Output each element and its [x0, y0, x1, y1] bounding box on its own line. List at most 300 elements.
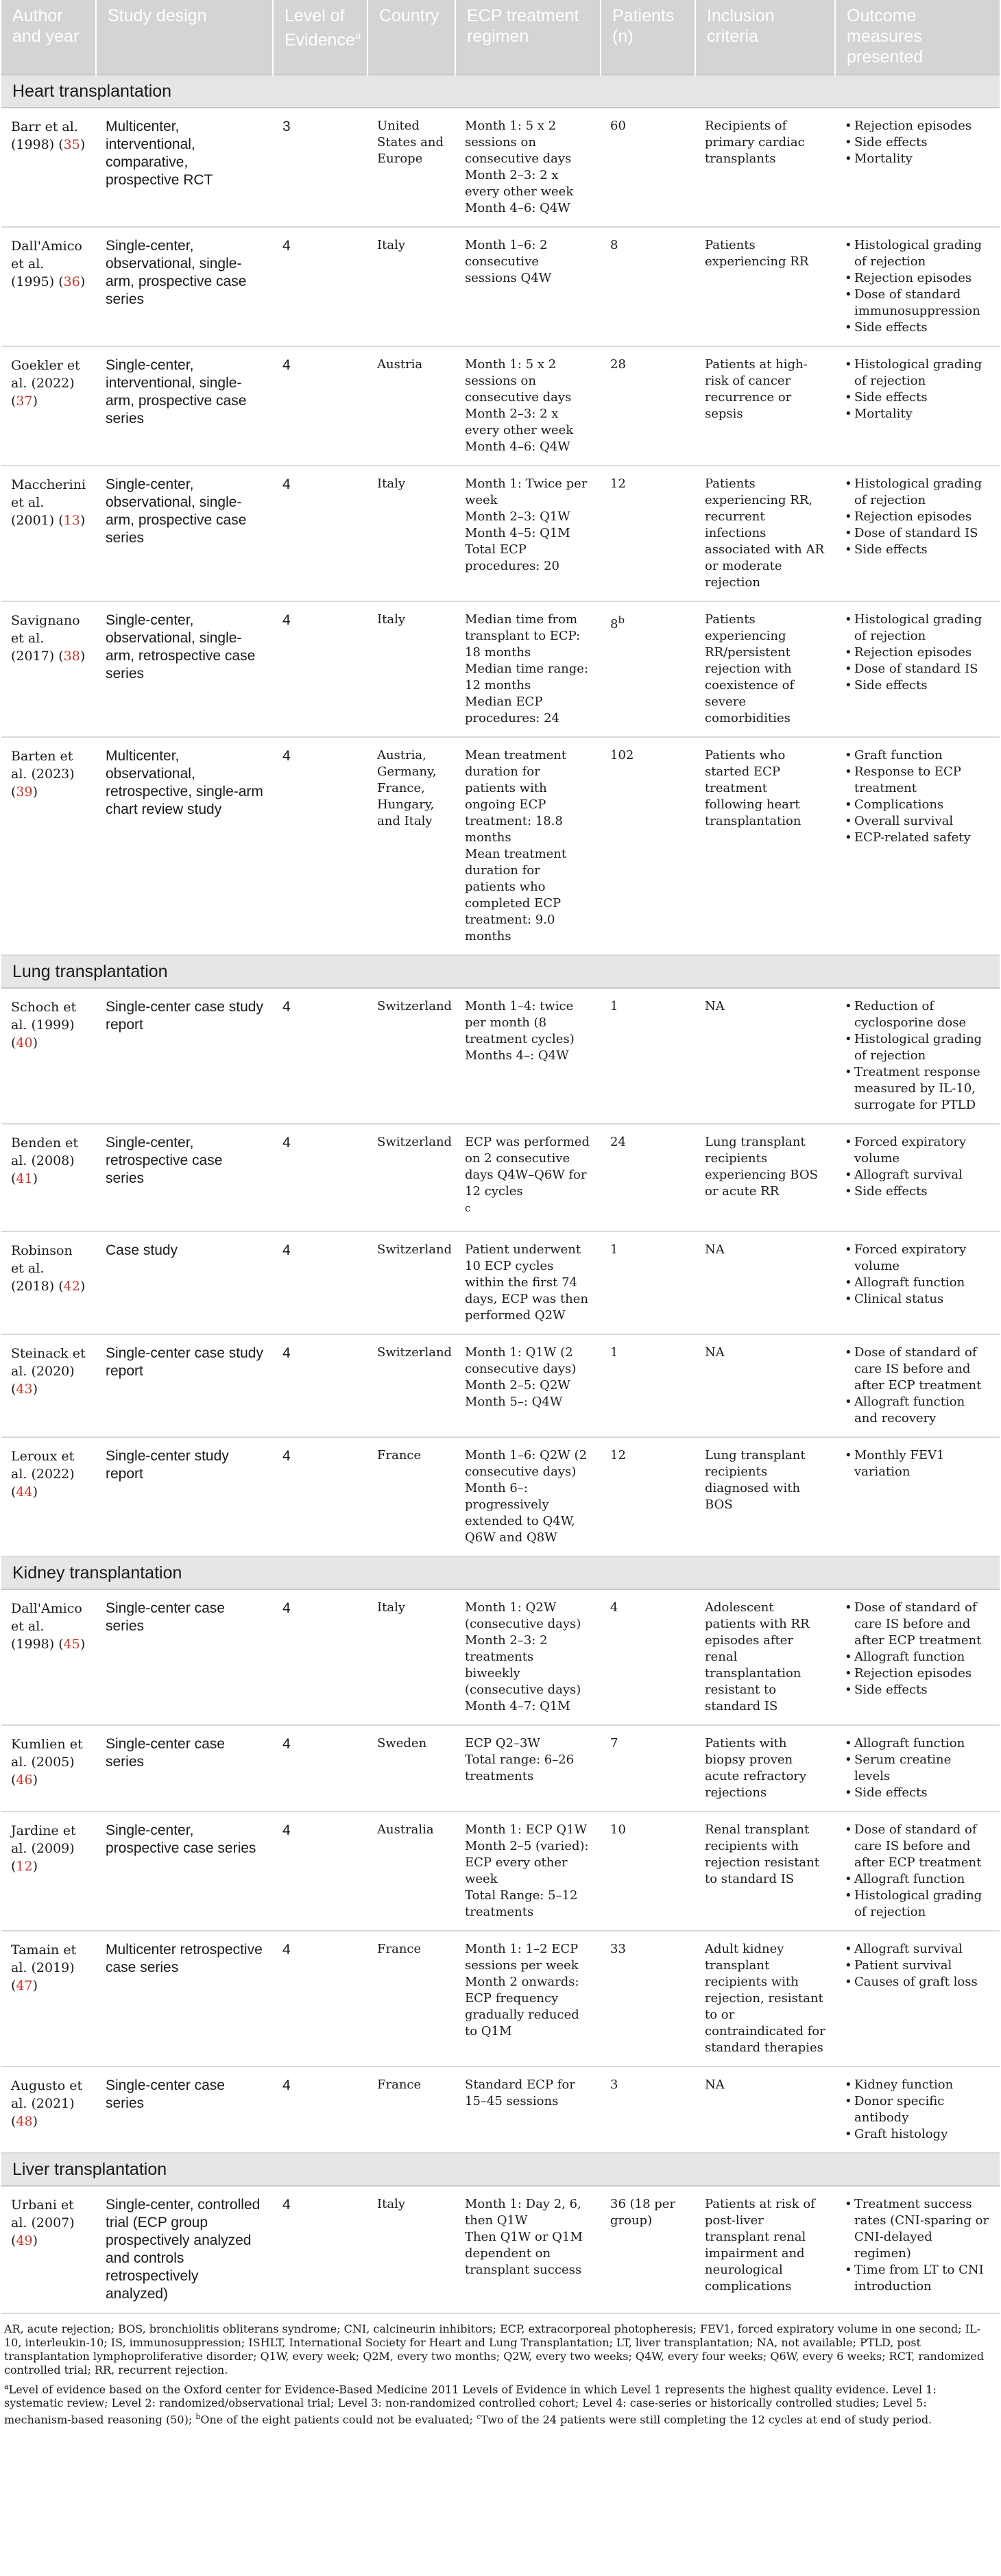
outcome-item: • Histological grading of rejection [845, 1888, 990, 1921]
outcome-item: • Allograft survival [845, 1167, 990, 1183]
table-row [1, 1124, 1000, 1231]
outcome-item: • Allograft function and recovery [845, 1394, 990, 1427]
cell-level: 4 [273, 737, 367, 955]
reference-link[interactable]: 36 [63, 274, 80, 289]
cell-outcomes [835, 737, 1000, 955]
outcome-list [845, 998, 990, 1114]
section-title: Kidney transplantation [1, 1556, 1000, 1589]
cell-outcomes [835, 1231, 1000, 1334]
outcome-item: • Histological grading of rejection [845, 237, 990, 270]
cell-design: Multicenter, interventional, comparative, prospective RCT [96, 108, 273, 227]
cell-inclusion: NA [695, 1334, 835, 1437]
cell-country: Italy [367, 1589, 455, 1725]
patients-count: 4 [610, 1600, 618, 1615]
regimen-line: Month 2–5 (varied): ECP every other week [465, 1839, 589, 1886]
cell-inclusion: Recipients of primary cardiac transplants [695, 108, 835, 227]
cell-patients [601, 737, 695, 955]
header-country: Country [367, 0, 455, 75]
outcome-item: • Monthly FEV1 variation [845, 1447, 990, 1480]
cell-patients [601, 1811, 695, 1931]
reference-link[interactable]: 40 [16, 1035, 33, 1050]
author-year: Jardine et al. (2009) [11, 1823, 76, 1856]
cell-regimen [455, 108, 601, 227]
cell-patients [601, 1231, 695, 1334]
author-year: Kumlien et al. (2005) [11, 1737, 83, 1770]
patients-count: 33 [610, 1942, 626, 1956]
header-design: Study design [96, 0, 273, 75]
cell-author: Barten et al. (2023) (39) [1, 737, 96, 955]
outcome-item: • Forced expiratory volume [845, 1242, 990, 1275]
outcome-item: • Side effects [845, 1785, 990, 1801]
cell-inclusion: NA [695, 1231, 835, 1334]
table-header-row [1, 0, 1000, 75]
reference-link[interactable]: 12 [16, 1859, 33, 1874]
cell-regimen [455, 1931, 601, 2067]
footnote-a: Level of evidence based on the Oxford center for Evidence-Based Medicine 2011 Levels of Evidence in which Level 1 represents the highest quality evidence. Level 1: systematic review; Level 2: randomized/observational trial; Level 3: non-randomized controlled cohort; Level 4: case-series or historically controlled studies; Level 5: mechanism-based reasoning (50); [4, 2383, 937, 2427]
outcome-item: • Patient survival [845, 1958, 990, 1974]
outcome-item: • Dose of standard IS [845, 525, 990, 542]
cell-regimen [455, 601, 601, 737]
reference-link[interactable]: 45 [63, 1637, 80, 1652]
outcome-item: • Treatment response measured by IL-10, surrogate for PTLD [845, 1064, 990, 1114]
outcome-item: • Forced expiratory volume [845, 1134, 990, 1167]
cell-outcomes [835, 1124, 1000, 1231]
footnote-abbreviations [4, 2322, 997, 2377]
outcome-item: • Treatment success rates (CNI-sparing or CNI-delayed regimen) [845, 2196, 990, 2262]
outcome-item: • Rejection episodes [845, 1665, 990, 1682]
outcome-list [845, 1822, 990, 1921]
cell-level: 4 [273, 227, 367, 346]
cell-inclusion: NA [695, 988, 835, 1124]
table-row [1, 1589, 1000, 1725]
patients-count: 60 [610, 119, 626, 133]
cell-level: 4 [273, 1437, 367, 1556]
cell-country: Switzerland [367, 1231, 455, 1334]
cell-regimen [455, 346, 601, 466]
outcome-list [845, 237, 990, 336]
outcome-item: • Dose of standard IS [845, 661, 990, 677]
cell-design: Single-center, observational, single-arm, prospective case series [96, 466, 273, 601]
patients-count: 24 [610, 1135, 626, 1149]
cell-regimen [455, 737, 601, 955]
cell-author: Tamain et al. (2019) (47) [1, 1931, 96, 2067]
cell-design: Multicenter retrospective case series [96, 1931, 273, 2067]
outcome-item: • Allograft function [845, 1735, 990, 1752]
outcome-list [845, 2196, 990, 2295]
outcome-item: • Side effects [845, 134, 990, 151]
cell-design: Single-center case series [96, 2067, 273, 2153]
cell-inclusion: Lung transplant recipients diagnosed with BOS [695, 1437, 835, 1556]
regimen-line: Patient underwent 10 ECP cycles within the first 74 days, ECP was then performed Q2W [465, 1242, 589, 1323]
cell-author: Kumlien et al. (2005) (46) [1, 1725, 96, 1811]
cell-inclusion: Patients experiencing RR/persistent rejection with coexistence of severe comorbidities [695, 601, 835, 737]
patients-count: 10 [610, 1822, 626, 1837]
cell-author: Augusto et al. (2021) (48) [1, 2067, 96, 2153]
header-author: Author and year [1, 0, 96, 75]
outcome-item: • Kidney function [845, 2077, 990, 2093]
cell-level: 4 [273, 1589, 367, 1725]
header-outcomes: Outcome measures presented [835, 0, 1000, 75]
regimen-line: Standard ECP for 15–45 sessions [465, 2078, 575, 2108]
cell-design: Case study [96, 1231, 273, 1334]
cell-country: France [367, 2067, 455, 2153]
cell-country: Austria, Germany, France, Hungary, and Italy [367, 737, 455, 955]
outcome-item: • Rejection episodes [845, 118, 990, 134]
table-row [1, 1437, 1000, 1556]
cell-inclusion: Adult kidney transplant recipients with rejection, resistant to or contraindicated for standard therapies [695, 1931, 835, 2067]
reference-link[interactable]: 43 [16, 1382, 33, 1397]
cell-regimen [455, 1231, 601, 1334]
cell-author: Jardine et al. (2009) (12) [1, 1811, 96, 1931]
cell-outcomes [835, 2067, 1000, 2153]
cell-outcomes [835, 1334, 1000, 1437]
reference-link[interactable]: 48 [16, 2114, 33, 2129]
outcome-item: • Allograft function [845, 1871, 990, 1888]
author-year: Goekler et al. (2022) [11, 358, 80, 391]
outcome-item: • ECP-related safety [845, 830, 990, 846]
cell-patients [601, 1334, 695, 1437]
cell-outcomes [835, 2186, 1000, 2313]
cell-regimen [455, 1437, 601, 1556]
regimen-line: Month 2–3: 2 treatments biweekly (consecutive days) [465, 1633, 581, 1697]
cell-patients [601, 108, 695, 227]
header-level-superscript: a [354, 30, 361, 42]
regimen-line: Month 2–5: Q2W [465, 1378, 570, 1393]
regimen-line: Month 4–6: Q4W [465, 201, 570, 215]
author-year: Augusto et al. (2021) [11, 2078, 83, 2111]
reference-link[interactable]: 47 [16, 1978, 33, 1993]
patients-count: 8 [610, 617, 618, 631]
author-year: Tamain et al. (2019) [11, 1942, 77, 1975]
cell-level: 4 [273, 466, 367, 601]
patients-count: 1 [610, 999, 618, 1013]
outcome-list [845, 2077, 990, 2143]
cell-design: Single-center, retrospective case series [96, 1124, 273, 1231]
cell-regimen [455, 1725, 601, 1811]
cell-outcomes [835, 1725, 1000, 1811]
cell-regimen [455, 227, 601, 346]
evidence-table [1, 0, 1000, 2314]
cell-design: Single-center case study report [96, 988, 273, 1124]
cell-author: Maccherini et al. (2001) (13) [1, 466, 96, 601]
outcome-item: • Side effects [845, 542, 990, 558]
cell-patients [601, 1437, 695, 1556]
table-row [1, 1725, 1000, 1811]
table-row [1, 1231, 1000, 1334]
cell-design: Single-center, prospective case series [96, 1811, 273, 1931]
patients-superscript: b [618, 614, 625, 626]
header-inclusion: Inclusion criteria [695, 0, 835, 75]
outcome-item: • Side effects [845, 1682, 990, 1698]
author-year: Dall'Amico et al. (1998) [11, 1601, 82, 1652]
cell-inclusion: Patients with biopsy proven acute refractory rejections [695, 1725, 835, 1811]
cell-regimen [455, 1124, 601, 1231]
reference-link[interactable]: 46 [16, 1772, 33, 1787]
cell-patients [601, 466, 695, 601]
cell-level: 4 [273, 1725, 367, 1811]
outcome-list [845, 1735, 990, 1801]
outcome-item: • Allograft survival [845, 1941, 990, 1958]
cell-inclusion: Patients experiencing RR, recurrent infections associated with AR or moderate rejection [695, 466, 835, 601]
table-row [1, 2067, 1000, 2153]
cell-inclusion: Lung transplant recipients experiencing BOS or acute RR [695, 1124, 835, 1231]
author-year: Robinson et al. (2018) [11, 1243, 73, 1294]
patients-count: 36 (18 per group) [610, 2197, 676, 2228]
cell-outcomes [835, 988, 1000, 1124]
cell-level: 4 [273, 1334, 367, 1437]
reference-link[interactable]: 38 [63, 649, 80, 664]
regimen-line: Month 1: Twice per week [465, 477, 588, 507]
table-body [1, 75, 1000, 2313]
table-footnotes [0, 2314, 1001, 2427]
outcome-item: • Reduction of cyclosporine dose [845, 998, 990, 1031]
outcome-item: • Dose of standard of care IS before and after ECP treatment [845, 1345, 990, 1394]
outcome-item: • Clinical status [845, 1291, 990, 1308]
outcome-item: • Donor specific antibody [845, 2093, 990, 2126]
cell-author: Goekler et al. (2022) (37) [1, 346, 96, 466]
reference-link[interactable]: 41 [16, 1171, 33, 1186]
cell-inclusion: Patients at risk of post-liver transplant renal impairment and neurological complications [695, 2186, 835, 2313]
cell-level: 4 [273, 988, 367, 1124]
cell-country: Australia [367, 1811, 455, 1931]
regimen-line: ECP was performed on 2 consecutive days Q4W–Q6W for 12 cycles [465, 1135, 590, 1199]
section-title: Liver transplantation [1, 2153, 1000, 2186]
cell-outcomes [835, 108, 1000, 227]
regimen-line: Month 2–3: 2 x every other week [465, 407, 574, 437]
outcome-list [845, 476, 990, 558]
cell-author: Urbani et al. (2007) (49) [1, 2186, 96, 2313]
cell-inclusion: Patients who started ECP treatment following heart transplantation [695, 737, 835, 955]
header-regimen: ECP treatment regimen [455, 0, 601, 75]
cell-outcomes [835, 227, 1000, 346]
cell-design: Single-center, observational, single-arm, prospective case series [96, 227, 273, 346]
cell-patients [601, 1725, 695, 1811]
header-patients: Patients (n) [601, 0, 695, 75]
outcome-item: • Complications [845, 797, 990, 813]
outcome-item: • Time from LT to CNI introduction [845, 2262, 990, 2295]
cell-patients [601, 601, 695, 737]
author-year: Barten et al. (2023) [11, 749, 75, 782]
patients-count: 7 [610, 1736, 618, 1750]
outcome-item: • Graft function [845, 747, 990, 764]
footnote-c: Two of the 24 patients were still completing the 12 cycles at end of study period. [481, 2413, 932, 2427]
cell-author: Savignano et al. (2017) (38) [1, 601, 96, 737]
author-year: Maccherini et al. (2001) [11, 477, 86, 528]
cell-country: Italy [367, 227, 455, 346]
author-year: Dall'Amico et al. (1995) [11, 239, 82, 289]
regimen-superscript: c [465, 1202, 471, 1214]
outcome-item: • Side effects [845, 1183, 990, 1200]
outcome-item: • Dose of standard of care IS before and after ECP treatment [845, 1822, 990, 1871]
cell-patients [601, 1589, 695, 1725]
regimen-line: Month 1: 5 x 2 sessions on consecutive days [465, 357, 572, 405]
regimen-line: Median time range: 12 months [465, 662, 589, 693]
regimen-line: Month 4–5: Q1M [465, 526, 570, 540]
author-year: Leroux et al. (2022) [11, 1449, 75, 1482]
cell-patients [601, 2186, 695, 2313]
cell-regimen [455, 1811, 601, 1931]
cell-author: Robinson et al. (2018) (42) [1, 1231, 96, 1334]
section-row [1, 75, 1000, 108]
cell-outcomes [835, 1589, 1000, 1725]
reference-link[interactable]: 49 [16, 2233, 33, 2248]
regimen-line: Month 1–6: 2 consecutive sessions Q4W [465, 238, 552, 285]
cell-country: Sweden [367, 1725, 455, 1811]
table-row [1, 227, 1000, 346]
outcome-item: • Allograft function [845, 1649, 990, 1665]
cell-regimen [455, 1334, 601, 1437]
cell-inclusion: Adolescent patients with RR episodes after renal transplantation resistant to standard IS [695, 1589, 835, 1725]
cell-design: Single-center, controlled trial (ECP group prospectively analyzed and controls retrospectively analyzed) [96, 2186, 273, 2313]
cell-design: Single-center case study report [96, 1334, 273, 1437]
cell-patients [601, 2067, 695, 2153]
footnote-b: One of the eight patients could not be evaluated; [200, 2413, 473, 2427]
footnote-notes: $^a$Level of evidence based on the Oxford center for Evidence-Based Medicine 2011 Levels of Evidence in which Level 1 represents the highest quality evidence. Level 1: systematic review; Level 2: randomized/observational trial; Level 3: non-randomized controlled cohort; Level 4: case-series or historically controlled studies; Level 5: mechanism-based reasoning (50); $^b$One of the eight patients could not be evaluated; $^c$Two of the 24 patients were still completing the 12 cycles at end of study period. [4, 2382, 937, 2427]
cell-country: Italy [367, 2186, 455, 2313]
regimen-line: Month 1: 1–2 ECP sessions per week [465, 1942, 579, 1973]
outcome-list [845, 1345, 990, 1427]
outcome-list [845, 1242, 990, 1308]
cell-country: Italy [367, 601, 455, 737]
cell-author: Steinack et al. (2020) (43) [1, 1334, 96, 1437]
regimen-line: Month 4–6: Q4W [465, 440, 570, 454]
reference-link[interactable]: 13 [63, 513, 80, 528]
outcome-item: • Dose of standard of care IS before and after ECP treatment [845, 1600, 990, 1649]
author-year: Savignano et al. (2017) [11, 613, 80, 664]
cell-inclusion: NA [695, 2067, 835, 2153]
cell-design: Single-center case series [96, 1589, 273, 1725]
cell-design: Single-center, observational, single-arm, retrospective case series [96, 601, 273, 737]
patients-count: 8 [610, 238, 618, 252]
patients-count: 1 [610, 1242, 618, 1257]
reference-link[interactable]: 37 [16, 394, 33, 409]
reference-link[interactable]: 35 [63, 137, 80, 152]
cell-patients [601, 988, 695, 1124]
cell-level: 4 [273, 2067, 367, 2153]
regimen-line: Total range: 6–26 treatments [465, 1753, 575, 1783]
cell-country: Austria [367, 346, 455, 466]
cell-author: Dall'Amico et al. (1998) (45) [1, 1589, 96, 1725]
outcome-list [845, 612, 990, 694]
section-title: Heart transplantation [1, 75, 1000, 108]
outcome-item: • Mortality [845, 151, 990, 167]
outcome-item: • Overall survival [845, 813, 990, 830]
outcome-item: • Rejection episodes [845, 270, 990, 287]
cell-outcomes [835, 1811, 1000, 1931]
reference-link[interactable]: 44 [16, 1484, 33, 1500]
table-row [1, 108, 1000, 227]
regimen-line: Month 4–7: Q1M [465, 1699, 570, 1713]
section-row [1, 2153, 1000, 2186]
outcome-item: • Histological grading of rejection [845, 1031, 990, 1064]
cell-author: Barr et al. (1998) (35) [1, 108, 96, 227]
regimen-line: Months 4–: Q4W [465, 1048, 569, 1063]
cell-level: 3 [273, 108, 367, 227]
author-year: Barr et al. (1998) [11, 119, 78, 152]
cell-author: Leroux et al. (2022) (44) [1, 1437, 96, 1556]
regimen-line: Month 2–3: Q1W [465, 509, 570, 524]
cell-outcomes [835, 466, 1000, 601]
cell-level: 4 [273, 346, 367, 466]
regimen-line: ECP Q2–3W [465, 1736, 540, 1750]
cell-author: Benden et al. (2008) (41) [1, 1124, 96, 1231]
patients-count: 3 [610, 2078, 618, 2092]
table-row [1, 1931, 1000, 2067]
cell-design: Single-center case series [96, 1725, 273, 1811]
cell-level: 4 [273, 1811, 367, 1931]
cell-outcomes [835, 1437, 1000, 1556]
patients-count: 1 [610, 1345, 618, 1360]
cell-design: Multicenter, observational, retrospective, single-arm chart review study [96, 737, 273, 955]
regimen-line: Month 2–3: 2 x every other week [465, 168, 574, 199]
regimen-line: Month 1: ECP Q1W [465, 1822, 588, 1837]
cell-level: 4 [273, 1931, 367, 2067]
regimen-line: Month 1–4: twice per month (8 treatment cycles) [465, 999, 575, 1046]
table-row [1, 601, 1000, 737]
cell-inclusion: Patients experiencing RR [695, 227, 835, 346]
regimen-line: Month 1: Q1W (2 consecutive days) [465, 1345, 577, 1376]
regimen-line: Mean treatment duration for patients with ongoing ECP treatment: 18.8 months [465, 748, 567, 845]
regimen-line: Mean treatment duration for patients who completed ECP treatment: 9.0 months [465, 847, 567, 943]
cell-level: 4 [273, 1231, 367, 1334]
cell-level: 4 [273, 2186, 367, 2313]
regimen-line: Then Q1W or Q1M dependent on transplant success [465, 2230, 583, 2277]
regimen-line: Month 6–: progressively extended to Q4W, Q6W and Q8W [465, 1481, 575, 1545]
table-row [1, 466, 1000, 601]
outcome-item: • Allograft function [845, 1275, 990, 1291]
outcome-item: • Rejection episodes [845, 645, 990, 661]
outcome-list [845, 1134, 990, 1200]
cell-regimen [455, 988, 601, 1124]
section-row [1, 1556, 1000, 1589]
regimen-line: Total Range: 5–12 treatments [465, 1888, 578, 1919]
reference-link[interactable]: 39 [16, 784, 33, 799]
outcome-item: • Rejection episodes [845, 509, 990, 525]
cell-country: France [367, 1931, 455, 2067]
cell-patients [601, 1931, 695, 2067]
table-row [1, 1811, 1000, 1931]
cell-regimen [455, 466, 601, 601]
footnote-abbreviations-text: AR, acute rejection; BOS, bronchiolitis obliterans syndrome; CNI, calcineurin inhibitors; ECP, extracorporeal photopheresis; FEV1, forced expiratory volume in one second; IL-10, interleukin-10; IS, immunosuppression; ISHLT, International Society for Heart and Lung Transplantation; LT, liver transplantation; NA, not available; PTLD, post transplantation lymphoproliferative disorder; Q1W, every week; Q2M, every two months; Q2W, every two weeks; Q4W, every four weeks; Q6W, every 6 weeks; RCT, randomized controlled trial; RR, recurrent rejection. [4, 2322, 985, 2376]
table-row [1, 988, 1000, 1124]
regimen-line: Month 5–: Q4W [465, 1395, 563, 1409]
header-level-label: Level of Evidence [285, 6, 355, 50]
table-row [1, 1334, 1000, 1437]
cell-author: Schoch et al. (1999) (40) [1, 988, 96, 1124]
reference-link[interactable]: 42 [63, 1279, 80, 1294]
header-level [273, 0, 367, 75]
cell-regimen [455, 1589, 601, 1725]
cell-country: Switzerland [367, 988, 455, 1124]
cell-design: Single-center, interventional, single-arm, prospective case series [96, 346, 273, 466]
outcome-item: • Histological grading of rejection [845, 357, 990, 389]
author-year: Steinack et al. (2020) [11, 1346, 86, 1379]
outcome-item: • Side effects [845, 677, 990, 694]
outcome-item: • Side effects [845, 389, 990, 406]
table-row [1, 346, 1000, 466]
cell-country: France [367, 1437, 455, 1556]
cell-patients [601, 346, 695, 466]
cell-outcomes [835, 346, 1000, 466]
regimen-line: Month 1: 5 x 2 sessions on consecutive days [465, 119, 572, 166]
section-row [1, 955, 1000, 988]
outcome-item: • Side effects [845, 320, 990, 336]
cell-country: Italy [367, 466, 455, 601]
author-year: Urbani et al. (2007) [11, 2198, 75, 2230]
outcome-item: • Histological grading of rejection [845, 476, 990, 509]
cell-regimen [455, 2186, 601, 2313]
regimen-line: Month 2 onwards: ECP frequency gradually reduced to Q1M [465, 1975, 579, 2038]
